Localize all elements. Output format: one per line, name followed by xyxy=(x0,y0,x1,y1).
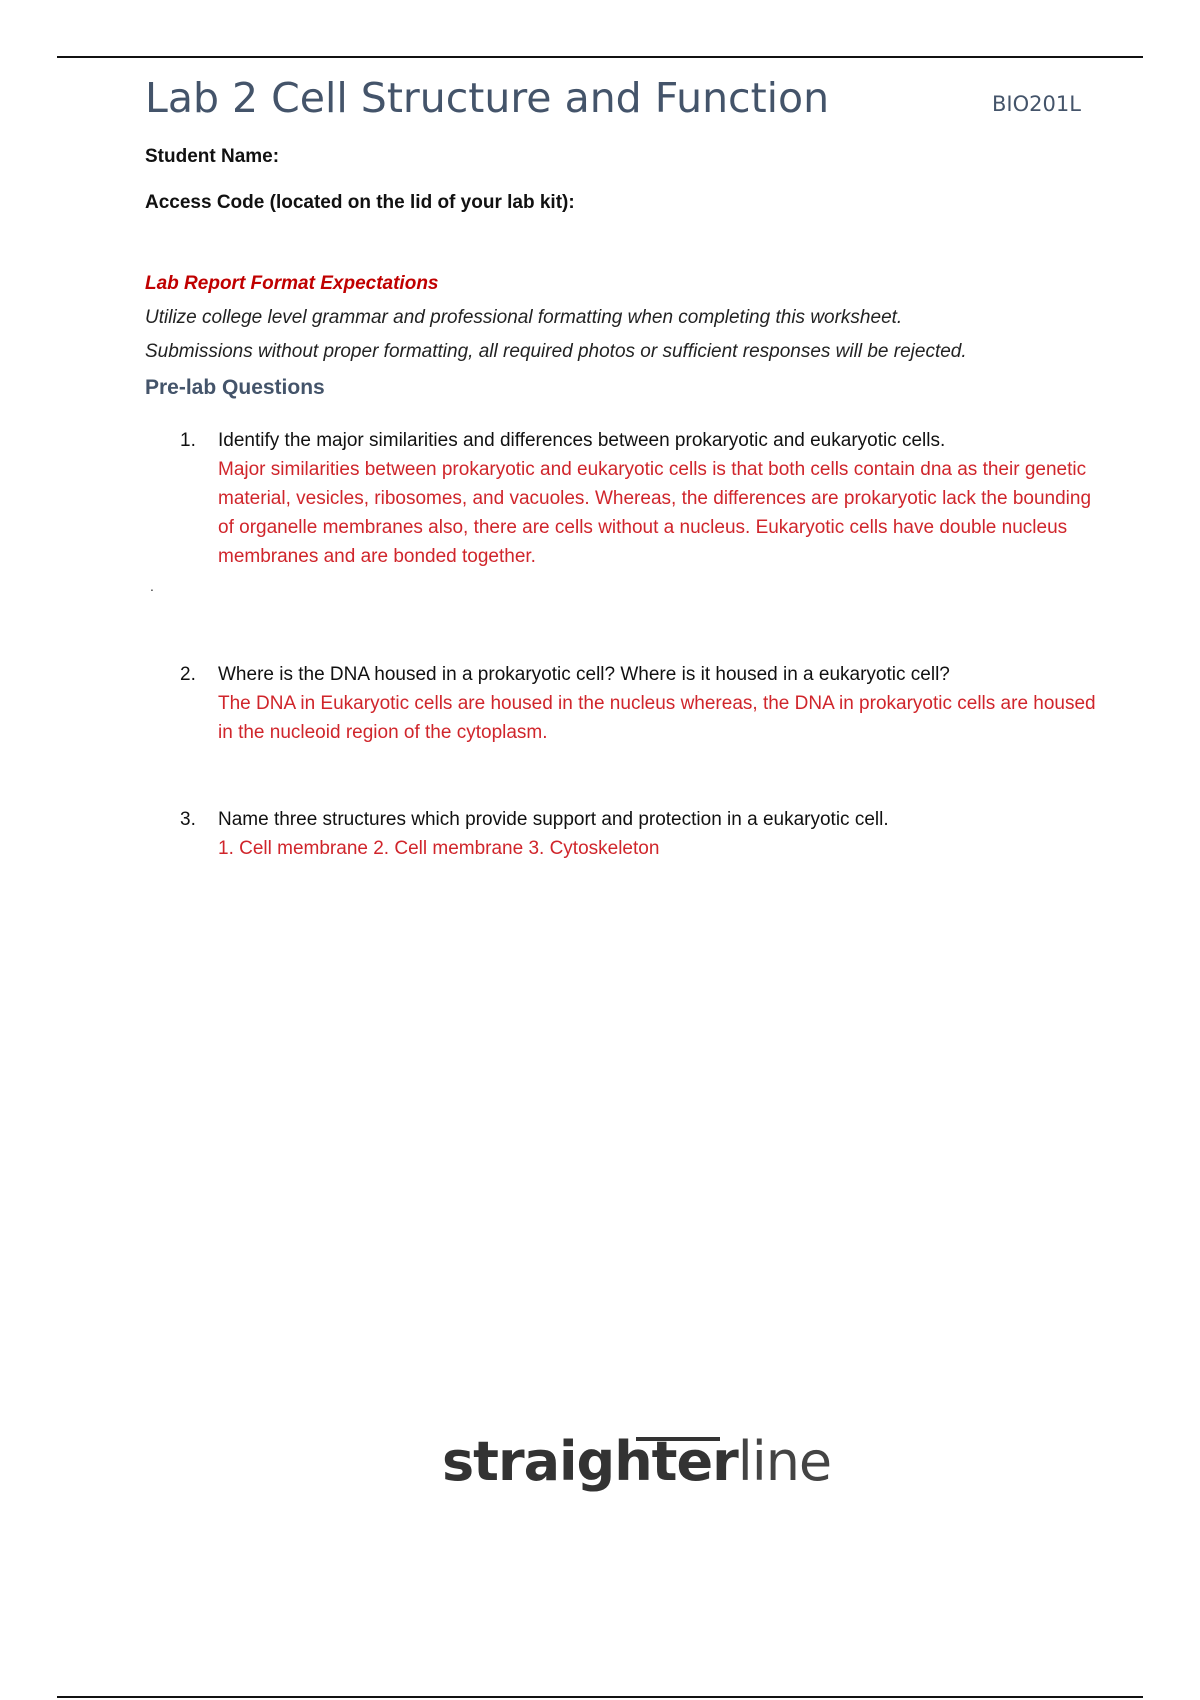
prelab-heading: Pre-lab Questions xyxy=(145,376,325,399)
question-item xyxy=(180,805,1100,863)
bottom-rule xyxy=(57,1696,1143,1698)
access-code-label: Access Code (located on the lid of your lab kit): xyxy=(145,192,575,213)
course-code: BIO201L xyxy=(992,92,1081,116)
question-number: 3. xyxy=(180,809,196,830)
question-number: 1. xyxy=(180,430,196,451)
question-text: Where is the DNA housed in a prokaryotic cell? Where is it housed in a eukaryotic cell? xyxy=(218,664,950,685)
student-name-label: Student Name: xyxy=(145,146,280,167)
top-rule xyxy=(57,56,1143,58)
expectations-heading: Lab Report Format Expectations xyxy=(145,273,439,294)
straighterline-logo xyxy=(442,1430,831,1493)
answer-text: Major similarities between prokaryotic and eukaryotic cells is that both cells contain dna as their genetic material, vesicles, ribosomes, and vacuoles. Whereas, the differences are prokaryotic lack the bounding of organelle membranes also, there are cells without a nucleus. Eukaryotic cells have double nucleus membranes and are bonded together. xyxy=(218,459,1092,567)
answer-text: The DNA in Eukaryotic cells are housed in the nucleus whereas, the DNA in prokaryotic cells are housed in the nucleoid region of the cytoplasm. xyxy=(218,693,1096,743)
expectations-line-2: Submissions without proper formatting, all required photos or sufficient responses will be rejected. xyxy=(145,341,967,362)
answer-text: 1. Cell membrane 2. Cell membrane 3. Cytoskeleton xyxy=(218,838,660,859)
question-item xyxy=(180,426,1100,571)
question-text: Identify the major similarities and differences between prokaryotic and eukaryotic cells. xyxy=(218,430,946,451)
expectations-line-1: Utilize college level grammar and professional formatting when completing this worksheet. xyxy=(145,307,903,328)
page-title: Lab 2 Cell Structure and Function xyxy=(145,74,830,122)
stray-mark: . xyxy=(150,578,154,594)
logo-light-text: line xyxy=(737,1430,832,1493)
question-number: 2. xyxy=(180,664,196,685)
logo-bold-text: straighter xyxy=(442,1430,738,1493)
question-text: Name three structures which provide support and protection in a eukaryotic cell. xyxy=(218,809,889,830)
question-item xyxy=(180,660,1100,747)
